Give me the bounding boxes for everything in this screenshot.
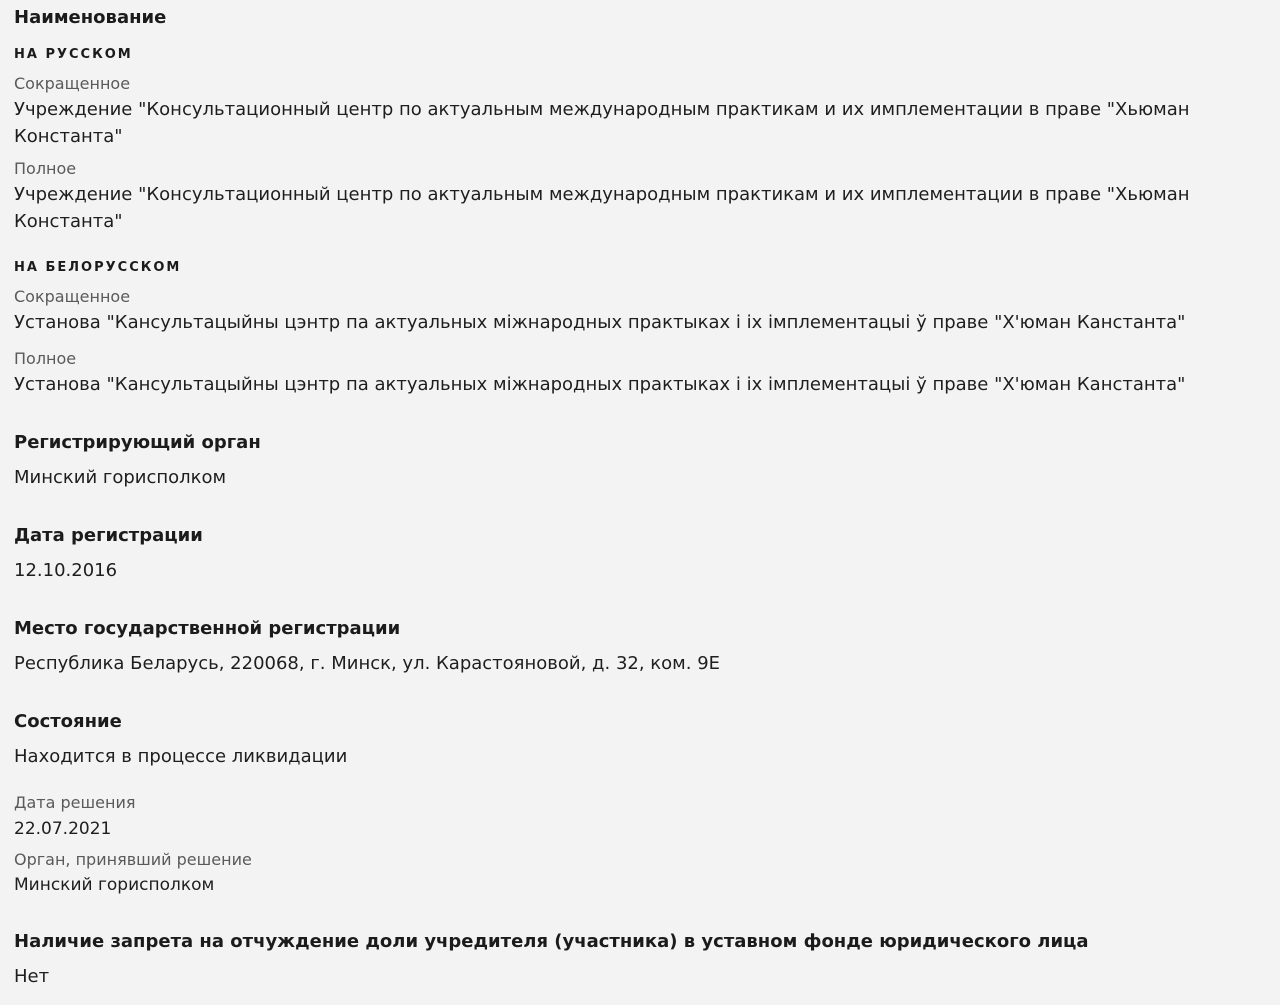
- name-by-full-value: Установа "Кансультацыйны цэнтр па актуальных міжнародных практыках і іх імплементацыі ў праве "Х'юман Канстанта": [14, 374, 1186, 395]
- decision-body-value: Минский горисполком: [14, 875, 215, 895]
- reg-date-value: 12.10.2016: [14, 560, 118, 581]
- name-ru-short-label: Сокращенное: [14, 74, 131, 93]
- registrar-value: Минский горисполком: [14, 467, 227, 488]
- name-by-heading: НА БЕЛОРУССКОМ: [14, 260, 182, 275]
- ban-heading: Наличие запрета на отчуждение доли учредителя (участника) в уставном фонде юридического лица: [14, 931, 1089, 952]
- name-ru-full-value: Учреждение "Консультационный центр по актуальным международным практикам и их имплементации в праве "Хьюман Константа": [14, 184, 1190, 232]
- status-heading: Состояние: [14, 711, 122, 732]
- name-by-short-value: Установа "Кансультацыйны цэнтр па актуальных міжнародных практыках і іх імплементацыі ў праве "Х'юман Канстанта": [14, 312, 1186, 333]
- reg-date-heading: Дата регистрации: [14, 525, 203, 546]
- ban-value: Нет: [14, 966, 50, 987]
- name-ru-short-value: Учреждение "Консультационный центр по актуальным международным практикам и их имплементации в праве "Хьюман Константа": [14, 99, 1190, 147]
- name-ru-heading: НА РУССКОМ: [14, 47, 133, 62]
- reg-place-heading: Место государственной регистрации: [14, 618, 401, 639]
- name-ru-full-label: Полное: [14, 159, 77, 178]
- status-value: Находится в процессе ликвидации: [14, 746, 348, 767]
- reg-place-value: Республика Беларусь, 220068, г. Минск, ул. Карастояновой, д. 32, ком. 9Е: [14, 653, 721, 674]
- decision-date-value: 22.07.2021: [14, 819, 112, 839]
- name-heading: Наименование: [14, 7, 167, 28]
- decision-date-label: Дата решения: [14, 793, 136, 812]
- decision-body-label: Орган, принявший решение: [14, 850, 252, 869]
- name-by-short-label: Сокращенное: [14, 287, 131, 306]
- registrar-heading: Регистрирующий орган: [14, 432, 261, 453]
- name-by-full-label: Полное: [14, 349, 77, 368]
